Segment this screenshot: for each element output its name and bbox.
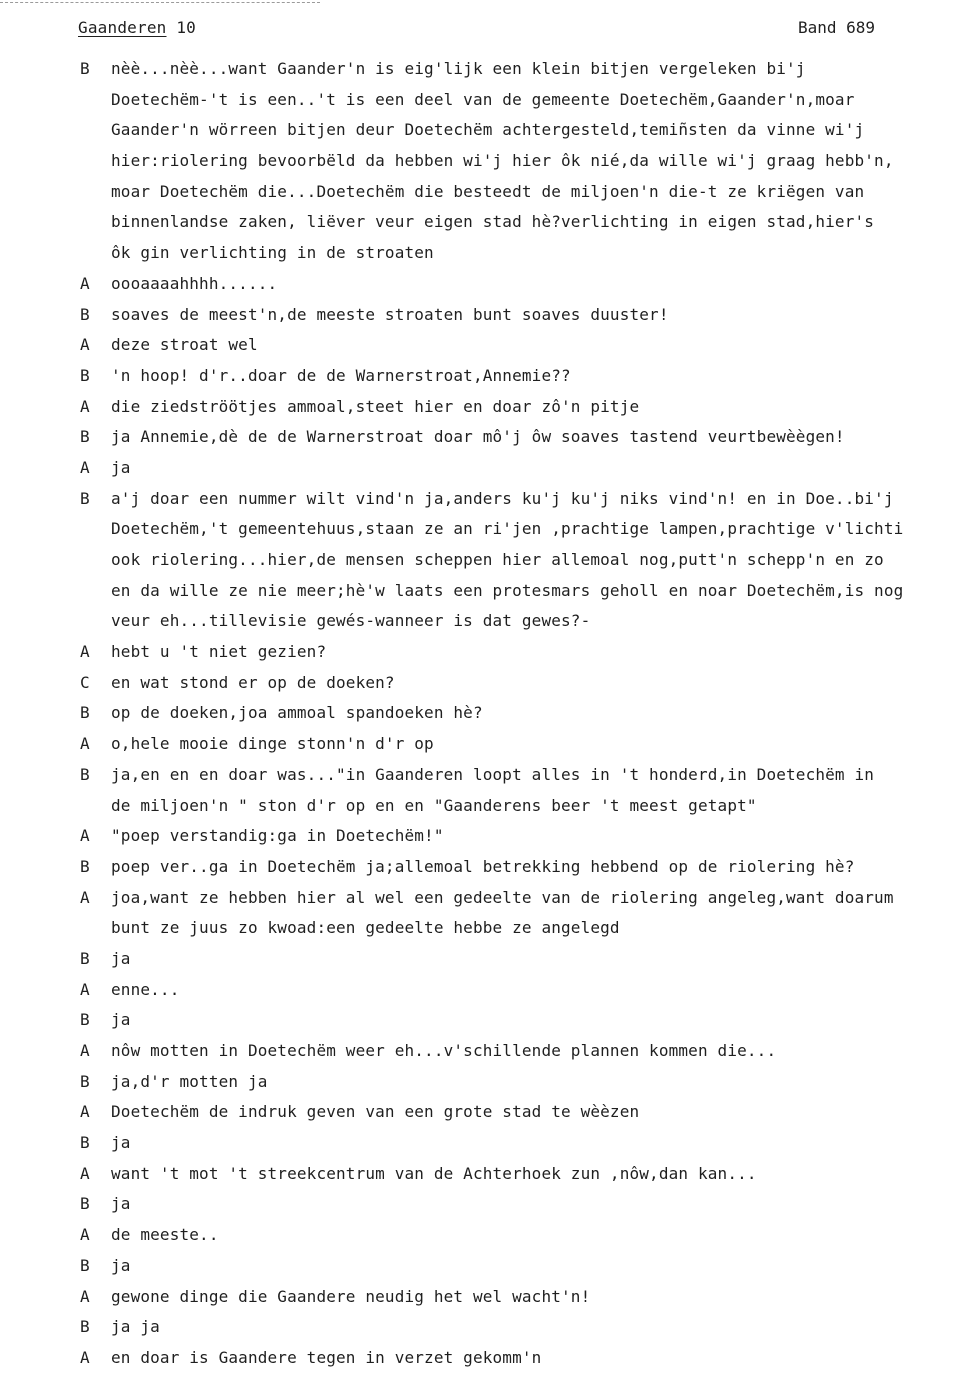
utterance-text: hebt u 't niet gezien? <box>111 642 327 662</box>
transcript-body <box>0 54 966 1374</box>
transcript-line <box>0 760 966 791</box>
transcript-line <box>0 115 966 146</box>
speaker-label: A <box>80 335 90 355</box>
transcript-line <box>0 300 966 331</box>
page-header-left <box>78 18 196 37</box>
utterance-text: ôk gin verlichting in de stroaten <box>111 243 434 263</box>
speaker-label: A <box>80 1286 90 1306</box>
utterance-text: ook riolering...hier,de mensen scheppen hier allemoal nog,putt'n schepp'n en zo <box>111 550 884 569</box>
utterance-text: ja ja <box>111 1317 160 1337</box>
transcript-line <box>0 729 966 760</box>
transcript-line <box>0 1312 966 1343</box>
utterance-text: ja <box>111 457 131 477</box>
transcript-line <box>0 146 966 177</box>
utterance-text: enne... <box>111 979 180 999</box>
utterance-text: de meeste.. <box>111 1225 219 1245</box>
transcript-line <box>0 1343 966 1374</box>
utterance-text: "poep verstandig:ga in Doetechëm!" <box>111 826 444 846</box>
utterance-text: binnenlandse zaken, liëver veur eigen stad hè?verlichting in eigen stad,hier's <box>111 212 875 232</box>
speaker-label: A <box>80 734 90 754</box>
speaker-label: A <box>80 1225 90 1245</box>
utterance-text: veur eh...tillevisie gewés-wanneer is dat gewes?- <box>111 611 591 631</box>
transcript-line <box>0 637 966 668</box>
utterance-text: bunt ze juus zo kwoad:een gedeelte hebbe ze angelegd <box>111 918 620 938</box>
utterance-text: nèè...nèè...want Gaander'n is eig'lijk een klein bitjen vergeleken bi'j <box>111 59 806 78</box>
transcript-line <box>0 791 966 822</box>
speaker-label: A <box>80 1347 90 1367</box>
utterance-text: de miljoen'n " ston d'r op en en "Gaanderens beer 't meest getapt" <box>111 795 757 815</box>
transcript-line <box>0 85 966 116</box>
transcript-line <box>0 883 966 914</box>
transcript-line <box>0 269 966 300</box>
speaker-label: B <box>80 1071 90 1091</box>
speaker-label: B <box>80 304 90 324</box>
transcript-line <box>0 484 966 515</box>
transcript-line <box>0 392 966 423</box>
utterance-text: joa,want ze hebben hier al wel een gedeelte van de riolering angeleg,want doarum <box>111 887 894 907</box>
transcript-line <box>0 698 966 729</box>
utterance-text: Doetechëm,'t gemeentehuus,staan ze an ri'jen ,prachtige lampen,prachtige v'lichti <box>111 519 904 539</box>
transcript-line <box>0 821 966 852</box>
speaker-label: A <box>80 642 90 662</box>
utterance-text: oooaaaahhhh...... <box>111 273 278 293</box>
utterance-text: ja,en en en doar was..."in Gaanderen loopt alles in 't honderd,in Doetechëm in <box>111 764 875 784</box>
utterance-text: ja <box>111 1010 131 1030</box>
utterance-text: op de doeken,joa ammoal spandoeken hè? <box>111 703 483 723</box>
speaker-label: B <box>80 59 90 78</box>
transcript-line <box>0 576 966 607</box>
transcript-line <box>0 913 966 944</box>
speaker-label: B <box>80 365 90 385</box>
utterance-text: ja,d'r motten ja <box>111 1071 268 1091</box>
speaker-label: A <box>80 1163 90 1183</box>
speaker-label: B <box>80 856 90 876</box>
transcript-line <box>0 1097 966 1128</box>
speaker-label: B <box>80 1317 90 1337</box>
transcript-line <box>0 1282 966 1313</box>
transcript-line <box>0 1036 966 1067</box>
transcript-line <box>0 177 966 208</box>
transcript-line <box>0 668 966 699</box>
transcript-line <box>0 1005 966 1036</box>
speaker-label: B <box>80 948 90 968</box>
utterance-text: en da wille ze nie meer;hè'w laats een protesmars geholl en noar Doetechëm,is nog <box>111 580 904 600</box>
utterance-text: ja Annemie,dè de de Warnerstroat doar mô'j ôw soaves tastend veurtbewèègen! <box>111 427 845 447</box>
utterance-text: soaves de meest'n,de meeste stroaten bunt soaves duuster! <box>111 304 669 324</box>
speaker-label: B <box>80 764 90 784</box>
transcript-line <box>0 1189 966 1220</box>
speaker-label: B <box>80 1194 90 1214</box>
transcript-line <box>0 1128 966 1159</box>
utterance-text: o,hele mooie dinge stonn'n d'r op <box>111 734 434 754</box>
utterance-text: ja <box>111 1133 131 1153</box>
transcript-line <box>0 422 966 453</box>
transcript-line <box>0 1220 966 1251</box>
utterance-text: gewone dinge die Gaandere neudig het wel wacht'n! <box>111 1286 591 1306</box>
utterance-text: Gaander'n wörreen bitjen deur Doetechëm achtergesteld,temiñsten da vinne wi'j <box>111 120 865 140</box>
speaker-label: A <box>80 826 90 846</box>
speaker-label: A <box>80 457 90 477</box>
transcript-line <box>0 944 966 975</box>
speaker-label: B <box>80 1133 90 1153</box>
speaker-label: B <box>80 703 90 723</box>
transcript-line <box>0 453 966 484</box>
transcript-line <box>0 1251 966 1282</box>
transcript-line <box>0 1159 966 1190</box>
transcript-line <box>0 238 966 269</box>
transcript-line <box>0 54 966 85</box>
utterance-text: nôw motten in Doetechëm weer eh...v'schillende plannen kommen die... <box>111 1041 777 1060</box>
utterance-text: a'j doar een nummer wilt vind'n ja,anders ku'j ku'j niks vind'n! en in Doe..bi'j <box>111 488 894 508</box>
transcript-line <box>0 852 966 883</box>
utterance-text: ja <box>111 948 131 968</box>
transcript-line <box>0 361 966 392</box>
speaker-label: A <box>80 1041 90 1060</box>
transcript-line <box>0 545 966 576</box>
speaker-label: B <box>80 1255 90 1275</box>
transcript-line <box>0 514 966 545</box>
transcript-line <box>0 606 966 637</box>
speaker-label: B <box>80 1010 90 1030</box>
utterance-text: en doar is Gaandere tegen in verzet gekomm'n <box>111 1347 542 1367</box>
header-place: Gaanderen <box>78 18 167 37</box>
utterance-text: 'n hoop! d'r..doar de de Warnerstroat,Annemie?? <box>111 365 571 385</box>
speaker-label: A <box>80 396 90 416</box>
utterance-text: hier:riolering bevoorbëld da hebben wi'j hier ôk nié,da wille wi'j graag hebb'n, <box>111 151 894 171</box>
transcript-line <box>0 330 966 361</box>
utterance-text: die ziedströötjes ammoal,steet hier en doar zô'n pitje <box>111 396 640 416</box>
speaker-label: B <box>80 427 90 447</box>
speaker-label: A <box>80 887 90 907</box>
utterance-text: Doetechëm-'t is een..'t is een deel van de gemeente Doetechëm,Gaander'n,moar <box>111 89 855 109</box>
transcript-line <box>0 975 966 1006</box>
transcript-line <box>0 1067 966 1098</box>
utterance-text: want 't mot 't streekcentrum van de Achterhoek zun ,nôw,dan kan... <box>111 1163 757 1183</box>
header-page-number: 10 <box>176 18 197 37</box>
transcript-line <box>0 207 966 238</box>
utterance-text: moar Doetechëm die...Doetechëm die besteedt de miljoen'n die-t ze kriëgen van <box>111 181 865 201</box>
utterance-text: ja <box>111 1194 131 1214</box>
utterance-text: en wat stond er op de doeken? <box>111 672 395 692</box>
speaker-label: A <box>80 1102 90 1122</box>
speaker-label: C <box>80 672 90 692</box>
speaker-label: B <box>80 488 90 508</box>
utterance-text: poep ver..ga in Doetechëm ja;allemoal betrekking hebbend op de riolering hè? <box>111 856 855 876</box>
utterance-text: deze stroat wel <box>111 335 258 355</box>
utterance-text: ja <box>111 1255 131 1275</box>
speaker-label: A <box>80 273 90 293</box>
utterance-text: Doetechëm de indruk geven van een grote stad te wèèzen <box>111 1102 640 1122</box>
top-dashed-rule <box>0 2 320 3</box>
speaker-label: A <box>80 979 90 999</box>
header-band: Band 689 <box>798 18 876 37</box>
